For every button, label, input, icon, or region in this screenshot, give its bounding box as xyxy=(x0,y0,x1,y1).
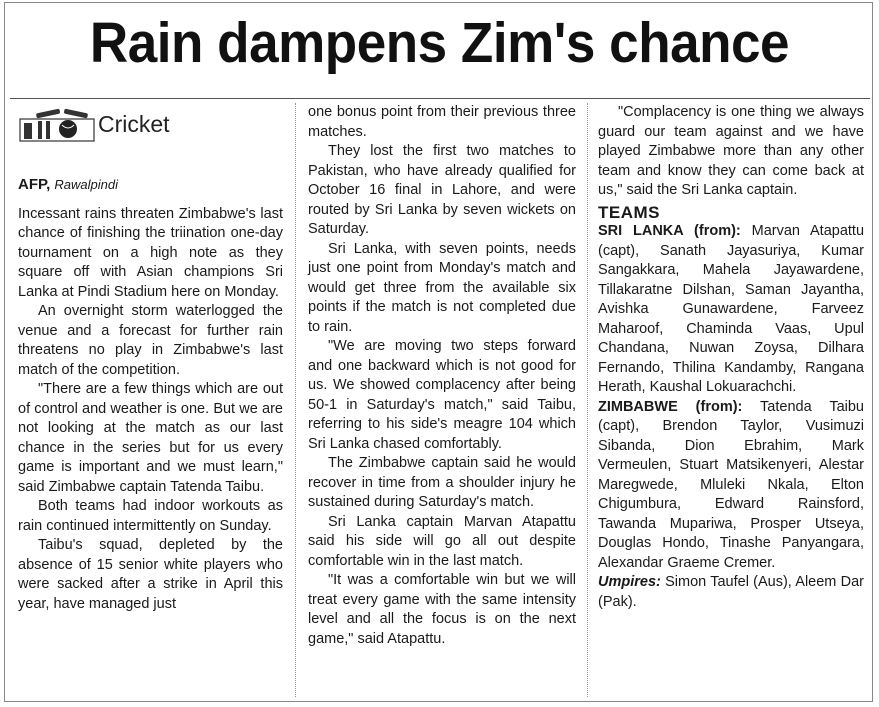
team-label: SRI LANKA (from): xyxy=(598,223,741,239)
section-label xyxy=(18,103,283,147)
paragraph: The Zimbabwe captain said he would recover in time from a shoulder injury he sustained during Saturday's match. xyxy=(308,455,576,510)
team-label: ZIMBABWE (from): xyxy=(598,398,743,415)
umpires-label: Umpires: xyxy=(598,574,661,590)
paragraph: "Complacency is one thing we always guard our team against and we have played Zimbabwe more than any other team and know they can come back at us," said the Sri Lanka captain. xyxy=(598,104,864,198)
section-title: Cricket xyxy=(98,111,170,138)
column-divider xyxy=(587,103,588,697)
byline xyxy=(18,175,283,195)
paragraph: "We are moving two steps forward and one backward which is not good for us. We showed complacency after being 50-1 in Saturday's match," said Taibu, referring to his side's meagre 104 which Sri Lanka chased comfortably. xyxy=(308,338,576,452)
team-sri-lanka xyxy=(598,222,864,398)
teams-heading: TEAMS xyxy=(598,202,660,222)
headline-rule xyxy=(10,98,870,99)
paragraph: one bonus point from their previous three matches. xyxy=(308,104,576,140)
paragraph: Taibu's squad, depleted by the absence of 15 senior white players who were sacked after a strike in April this year, have managed just xyxy=(18,537,283,612)
byline-agency: AFP, xyxy=(18,176,51,193)
column-2 xyxy=(308,103,576,649)
team-players: Tatenda Taibu (capt), Brendon Taylor, Vusimuzi Sibanda, Dion Ebrahim, Mark Vermeulen, Stuart Matsikenyeri, Alestar Maregwede, Mluleki Nkala, Elton Chigumbura, Edward Rainsford, Tawanda Mupariwa, Prosper Utseya, Douglas Hondo, Tinashe Panyangara, Alexandar Graeme Cremer. xyxy=(598,398,864,571)
paragraph: Both teams had indoor workouts as rain continued intermittently on Sunday. xyxy=(18,498,283,534)
paragraph: Sri Lanka, with seven points, needs just one point from Monday's match and would get three from the available six points if the match is not completed due to rain. xyxy=(308,240,576,335)
umpires xyxy=(598,573,864,612)
cricket-bat-ball-icon xyxy=(18,107,96,143)
paragraph: "It was a comfortable win but we will treat every game with the same intensity level and all the focus is on the next game," said Atapattu. xyxy=(308,572,576,647)
column-1 xyxy=(18,103,283,614)
team-players: Marvan Atapattu (capt), Sanath Jayasuriya, Kumar Sangakkara, Mahela Jayawardene, Tillakaratne Dilshan, Saman Jayantha, Avishka Gunawardene, Farveez Maharoof, Chaminda Vaas, Upul Chandana, Nuwan Zoysa, Dilhara Fernando, Thilina Kandamby, Rangana Herath, Kaushal Lokuarachchi. xyxy=(598,223,865,395)
paragraph: They lost the first two matches to Pakistan, who have already qualified for October 16 final in Lahore, and were routed by Sri Lanka by seven wickets on Saturday. xyxy=(308,143,576,237)
umpires-names: Simon Taufel (Aus), Aleem Dar (Pak). xyxy=(598,574,865,610)
paragraph: Incessant rains threaten Zimbabwe's last chance of finishing the triination one-day tournament on a high note as they square off with Asian champions Sri Lanka at Pindi Stadium here on Monday. xyxy=(18,205,283,300)
byline-place: Rawalpindi xyxy=(54,177,118,192)
team-zimbabwe xyxy=(598,398,864,574)
headline: Rain dampens Zim's chance xyxy=(89,11,790,75)
paragraph: "There are a few things which are out of control and weather is one. But we are not looking at the match as our last chance in the series but for us every game is important and we must learn," said Zimbabwe captain Tatenda Taibu. xyxy=(18,381,283,495)
column-3 xyxy=(598,103,864,612)
paragraph: An overnight storm waterlogged the venue and a forecast for further rain threatens no play in Zimbabwe's last match of the competition. xyxy=(18,303,283,378)
paragraph: Sri Lanka captain Marvan Atapattu said his side will go all out despite comfortable win in the last match. xyxy=(308,513,576,569)
column-divider xyxy=(295,103,296,697)
